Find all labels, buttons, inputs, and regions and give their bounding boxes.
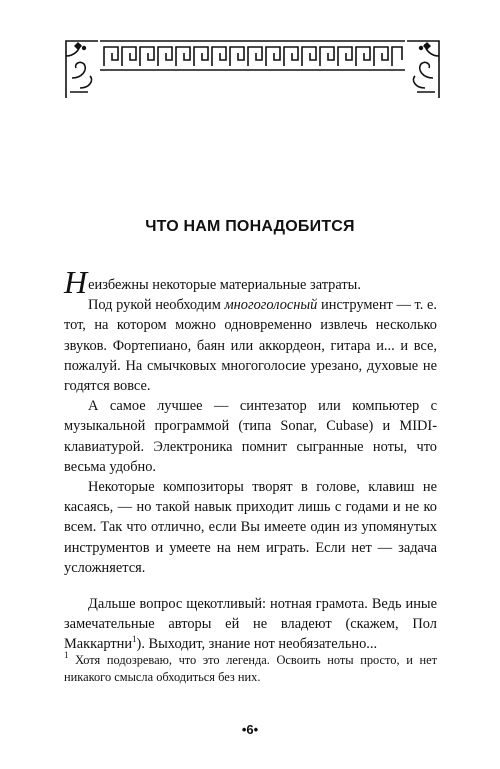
- footnote-mark: 1: [64, 650, 69, 660]
- drop-cap: Н: [64, 264, 88, 300]
- paragraph-5: [64, 594, 437, 655]
- paragraph-3: А самое лучшее — синтезатор или компьютер с музыкальной программой (типа Sonar, Cubase) и MIDI-клавиатурой. Электроника помнит сыгранные ноты, что весьма удобно.: [64, 398, 437, 475]
- paragraph-2-text-a: Под рукой необходим: [88, 297, 225, 314]
- paragraph-1: [64, 264, 437, 300]
- chapter-title: ЧТО НАМ ПОНАДОБИТСЯ: [145, 218, 355, 235]
- paragraph-5-text-a: Дальше вопрос щекотливый: нотная грамота. Ведь иные замечательные авторы ей не владеют (скажем, Пол Маккартни: [64, 596, 437, 653]
- page-number: •6•: [241, 722, 259, 737]
- footnote: [64, 652, 437, 686]
- emphasis-polyphonic: многоголосный: [224, 297, 318, 314]
- paragraph-5-text-b: ). Выходит, знание нот необязательно...: [136, 636, 378, 653]
- footnote-text: Хотя подозреваю, что это легенда. Освоить ноты просто, и нет никакого смысла обходиться без них.: [64, 653, 437, 685]
- paragraph-1-text: еизбежны некоторые материальные затраты.: [88, 277, 361, 293]
- paragraph-4: Некоторые композиторы творят в голове, клавиш не касаясь, — но такой навык приходит лишь с годами и не ко всем. Так что отлично, если Вы имеете один из упомянутых инструментов и умеете на нем играть. Если нет — задача усложняется.: [64, 479, 437, 576]
- paragraph-2: [64, 295, 437, 396]
- paragraph-gap: [64, 578, 437, 594]
- paragraph-2-text-b: инструмент — т. е. тот, на котором можно одновременно извлечь несколько звуков. Фортепиано, баян или аккордеон, гитара и... и все, пожалуй. На смычковых многоголосие урезано, духовые не годятся вовсе.: [64, 297, 437, 395]
- footnote-reference: 1: [132, 634, 137, 645]
- body-text: [64, 264, 437, 655]
- decorative-header-ornament: [60, 38, 445, 100]
